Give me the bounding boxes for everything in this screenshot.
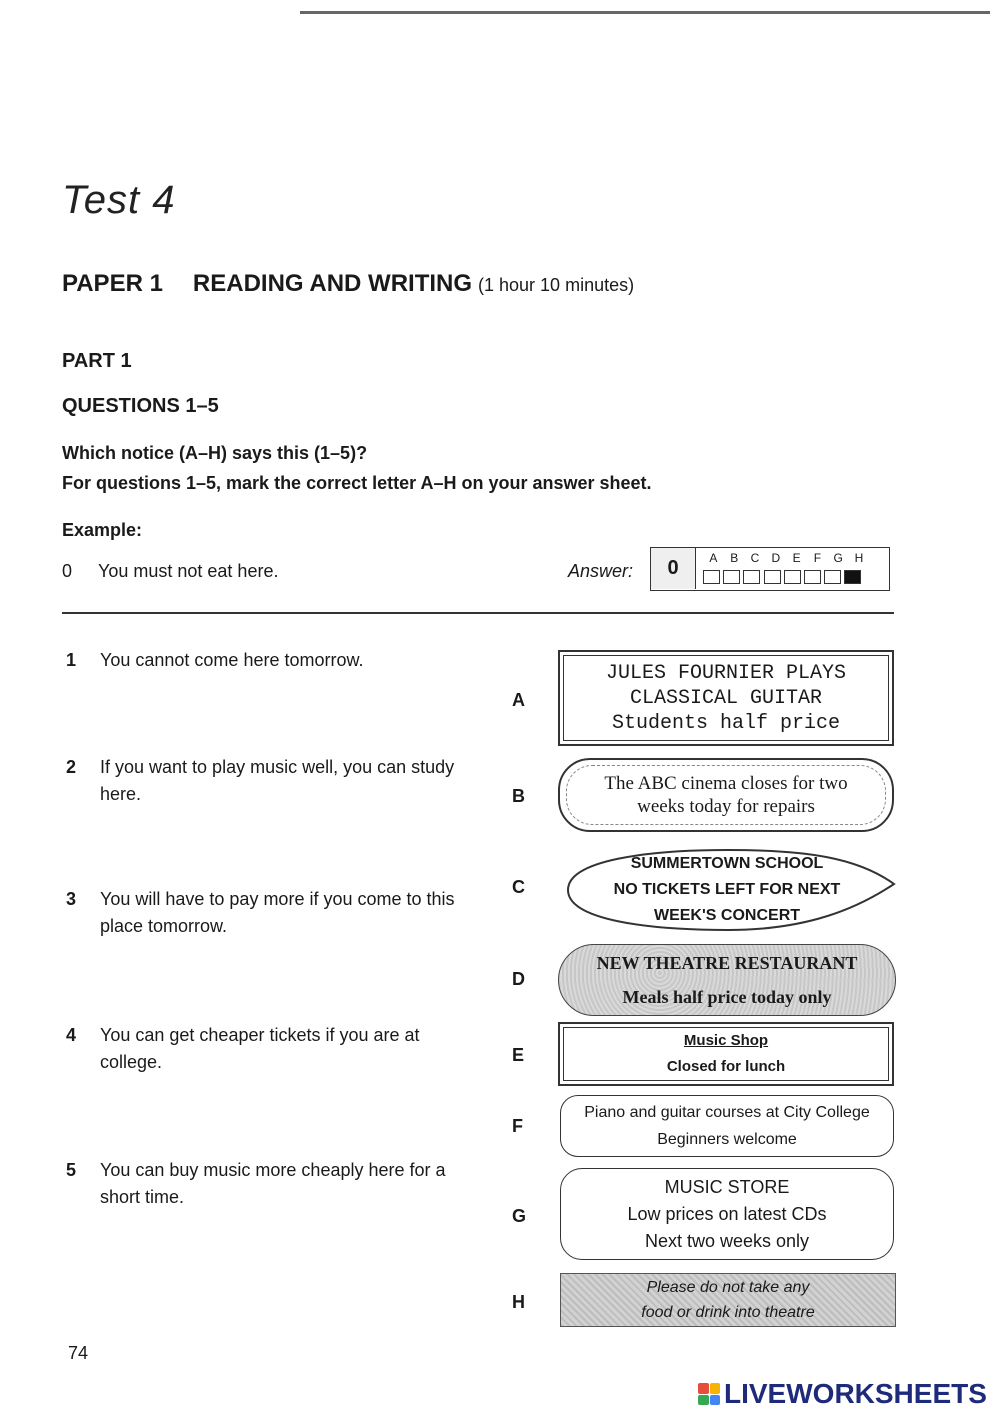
- test-title: Test 4: [62, 178, 176, 222]
- notice-letter-d: D: [512, 969, 525, 989]
- notice-a: [558, 650, 894, 746]
- notice-d: [558, 944, 896, 1016]
- example-question: [62, 561, 278, 582]
- notice-line: Music Shop: [683, 1032, 769, 1049]
- notice-e: [558, 1022, 894, 1086]
- notice-line: JULES FOURNIER PLAYS: [605, 661, 847, 685]
- notice-g: [560, 1168, 894, 1260]
- example-text: You must not eat here.: [98, 561, 279, 581]
- top-scan-rule: [300, 11, 990, 14]
- notice-line: WEEK'S CONCERT: [653, 907, 801, 924]
- answer-letter: H: [854, 551, 864, 565]
- paper-heading: [62, 270, 634, 298]
- question-text: You cannot come here tomorrow.: [100, 650, 364, 670]
- notice-line: Low prices on latest CDs: [627, 1203, 827, 1224]
- notice-line: CLASSICAL GUITAR: [629, 686, 823, 710]
- notice-line: Next two weeks only: [644, 1230, 810, 1251]
- notice-letter-g: G: [512, 1206, 527, 1226]
- paper-label: PAPER 1: [62, 270, 163, 297]
- notice-h: [560, 1273, 896, 1327]
- notice-line: weeks today for repairs: [637, 796, 815, 817]
- question-number: 2: [66, 757, 77, 777]
- paper-duration: (1 hour 10 minutes): [478, 275, 635, 295]
- answer-letter: D: [771, 551, 781, 565]
- notice-line: food or drink into theatre: [641, 1304, 815, 1321]
- answer-cell-e[interactable]: [784, 570, 801, 584]
- section-divider: [62, 612, 894, 614]
- example-number: 0: [62, 561, 73, 581]
- question-text: If you want to play music well, you can study here.: [100, 757, 455, 804]
- answer-cell-b[interactable]: [723, 570, 740, 584]
- notice-c: [558, 848, 896, 932]
- question-text: You will have to pay more if you come to this place tomorrow.: [100, 889, 455, 936]
- notice-line: Meals half price today only: [622, 987, 832, 1007]
- answer-letter: E: [792, 551, 801, 565]
- answer-letter: C: [750, 551, 760, 565]
- answer-label: Answer:: [568, 561, 634, 581]
- question-number: 4: [66, 1025, 77, 1045]
- example-label: Example:: [62, 520, 143, 540]
- answer-cell-h[interactable]: [844, 570, 861, 584]
- notice-f: [560, 1095, 894, 1157]
- notice-line: Closed for lunch: [666, 1058, 786, 1075]
- answer-grid: [650, 547, 890, 591]
- answer-letter: F: [813, 551, 822, 565]
- notice-line: Students half price: [611, 711, 841, 735]
- answer-cell-c[interactable]: [743, 570, 760, 584]
- watermark-text: LIVEWORKSHEETS: [724, 1378, 987, 1409]
- answer-cell-d[interactable]: [764, 570, 781, 584]
- answer-cells: [703, 570, 861, 584]
- answer-letters: [703, 551, 869, 565]
- paper-name: READING AND WRITING: [192, 270, 473, 297]
- instruction-line-1: Which notice (A–H) says this (1–5)?: [62, 443, 368, 463]
- answer-letter: B: [730, 551, 739, 565]
- question-number: 3: [66, 889, 77, 909]
- liveworksheets-watermark: [698, 1378, 987, 1410]
- notice-line: MUSIC STORE: [664, 1176, 790, 1197]
- notice-line: Beginners welcome: [657, 1131, 797, 1148]
- answer-letter: G: [833, 551, 843, 565]
- notice-line: Please do not take any: [646, 1279, 810, 1296]
- notice-line: NEW THEATRE RESTAURANT: [596, 953, 858, 973]
- notice-b: [558, 758, 894, 832]
- liveworksheets-logo-icon: [698, 1383, 720, 1405]
- page-number: 74: [68, 1343, 89, 1363]
- notice-line: NO TICKETS LEFT FOR NEXT: [613, 881, 841, 898]
- notice-line: The ABC cinema closes for two: [604, 773, 848, 794]
- question-number: 5: [66, 1160, 77, 1180]
- instruction-line-2: For questions 1–5, mark the correct letter A–H on your answer sheet.: [62, 473, 652, 493]
- part-heading: PART 1: [62, 350, 132, 372]
- notice-letter-a: A: [512, 690, 525, 710]
- answer-cell-g[interactable]: [824, 570, 841, 584]
- questions-range-heading: QUESTIONS 1–5: [62, 395, 219, 417]
- question-text: You can get cheaper tickets if you are at college.: [100, 1025, 420, 1072]
- question-text: You can buy music more cheaply here for a short time.: [100, 1160, 446, 1207]
- notice-letter-b: B: [512, 786, 525, 806]
- answer-cell-f[interactable]: [804, 570, 821, 584]
- notice-letter-c: C: [512, 877, 525, 897]
- notice-line: SUMMERTOWN SCHOOL: [630, 855, 824, 872]
- answer-number: 0: [651, 548, 696, 589]
- answer-letter: A: [709, 551, 718, 565]
- notice-letter-f: F: [512, 1116, 523, 1136]
- notice-letter-e: E: [512, 1045, 525, 1065]
- notice-letter-h: H: [512, 1292, 525, 1312]
- notice-line: Piano and guitar courses at City College: [584, 1104, 870, 1121]
- question-number: 1: [66, 650, 77, 670]
- answer-cell-a[interactable]: [703, 570, 720, 584]
